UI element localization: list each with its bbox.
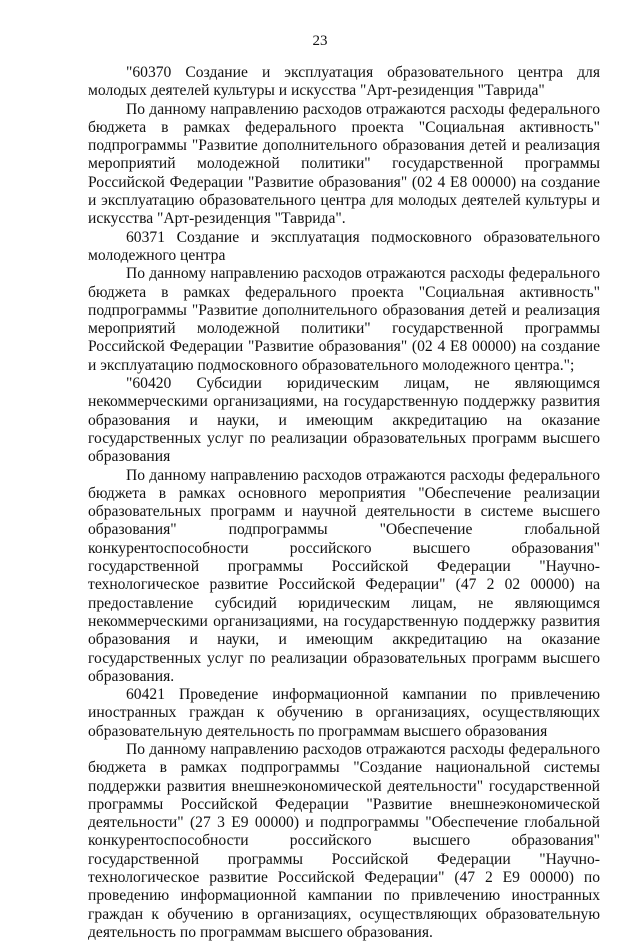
paragraph-60371-heading: 60371 Создание и эксплуатация подмосковного образовательного молодежного центра	[88, 228, 600, 264]
paragraph-60370-description: По данному направлению расходов отражаются расходы федерального бюджета в рамках федерального проекта "Социальная активность" подпрограммы "Развитие дополнительного образования детей и реализация мероприятий молодежной политики" государственной программы Российской Федерации "Развитие образования" (02 4 E8 00000) на создание и эксплуатацию образовательного центра для молодых деятелей культуры и искусства "Арт-резиденция "Таврида".	[88, 100, 600, 228]
document-body	[88, 64, 600, 942]
paragraph-60420-description: По данному направлению расходов отражаются расходы федерального бюджета в рамках основного мероприятия "Обеспечение реализации образовательных программ и научной деятельности в системе высшего образования" подпрограммы "Обеспечение глобальной конкурентоспособности российского высшего образования" государственной программы Российской Федерации "Научно-технологическое развитие Российской Федерации" (47 2 02 00000) на предоставление субсидий юридическим лицам, не являющимся некоммерческими организациями, на государственную поддержку развития образования и науки, и имеющим аккредитацию на оказание государственных услуг по реализации образовательных программ высшего образования.	[88, 466, 600, 685]
paragraph-60421-heading: 60421 Проведение информационной кампании по привлечению иностранных граждан к обучению в организациях, осуществляющих образовательную деятельность по программам высшего образования	[88, 686, 600, 740]
paragraph-60371-description: По данному направлению расходов отражаются расходы федерального бюджета в рамках федерального проекта "Социальная активность" подпрограммы "Развитие дополнительного образования детей и реализация мероприятий молодежной политики" государственной программы Российской Федерации "Развитие образования" (02 4 E8 00000) на создание и эксплуатацию подмосковного образовательного молодежного центра.";	[88, 265, 600, 374]
paragraph-60370-heading: "60370 Создание и эксплуатация образовательного центра для молодых деятелей культуры и искусства "Арт-резиденция "Таврида"	[88, 64, 600, 100]
paragraph-60421-description: По данному направлению расходов отражаются расходы федерального бюджета в рамках подпрограммы "Создание национальной системы поддержки развития внешнеэкономической деятельности" государственной программы Российской Федерации "Развитие внешнеэкономической деятельности" (27 3 E9 00000) и подпрограммы "Обеспечение глобальной конкурентоспособности российского высшего образования" государственной программы Российской Федерации "Научно-технологическое развитие Российской Федерации" (47 2 E9 00000) по проведению информационной кампании по привлечению иностранных граждан к обучению в организациях, осуществляющих образовательную деятельность по программам высшего образования.	[88, 740, 600, 941]
page-number: 23	[312, 33, 328, 49]
paragraph-60420-heading: "60420 Субсидии юридическим лицам, не являющимся некоммерческими организациями, на государственную поддержку развития образования и науки, и имеющим аккредитацию на оказание государственных услуг по реализации образовательных программ высшего образования	[88, 375, 600, 466]
